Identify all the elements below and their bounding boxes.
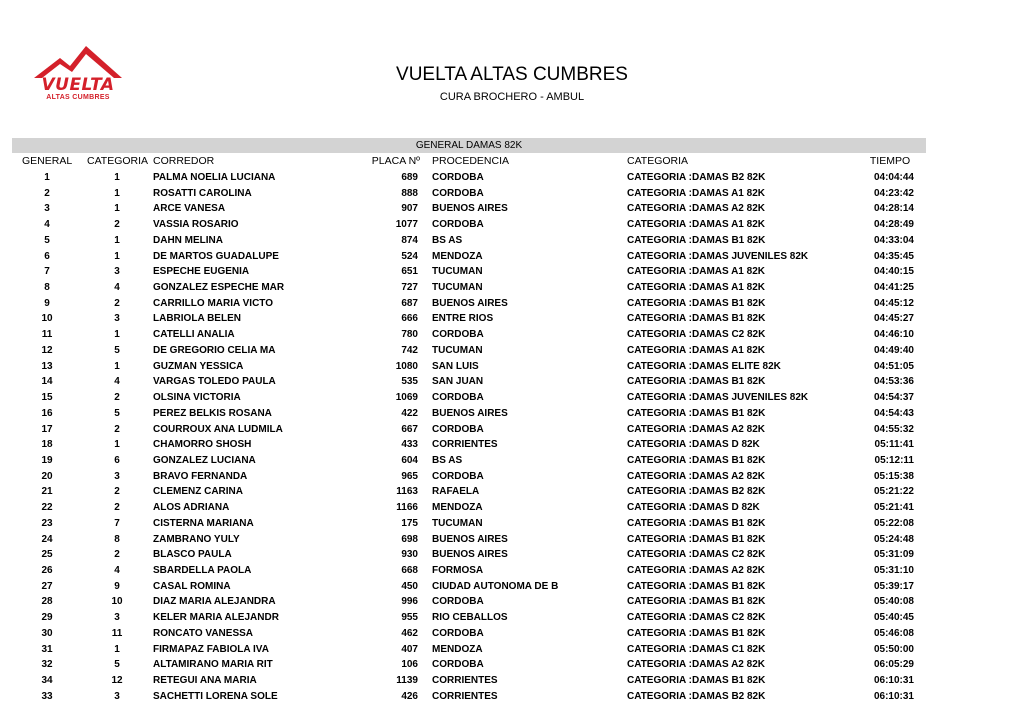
cell-procedencia: BUENOS AIRES [432, 297, 508, 309]
table-row [0, 516, 1024, 532]
cell-placa: 698 [401, 533, 418, 545]
cell-tiempo: 04:33:04 [873, 234, 914, 246]
cell-placa: 874 [401, 234, 418, 246]
cell-placa: 1163 [396, 486, 418, 498]
cell-categoria: 2 [114, 423, 120, 435]
table-row [0, 532, 1024, 548]
cell-tiempo: 05:15:38 [873, 470, 914, 482]
cell-placa: 426 [401, 690, 418, 702]
cell-tiempo: 05:46:08 [873, 627, 914, 639]
cell-placa: 742 [401, 344, 418, 356]
cell-placa: 955 [401, 612, 418, 624]
cell-procedencia: CORDOBA [432, 470, 484, 482]
cell-tiempo: 05:22:08 [873, 517, 914, 529]
cell-placa: 666 [401, 313, 418, 325]
cell-procedencia: SAN LUIS [432, 360, 479, 372]
table-row [0, 390, 1024, 406]
cell-corredor: ROSATTI CAROLINA [153, 187, 252, 199]
cell-categoria: 11 [111, 627, 123, 639]
cell-corredor: COURROUX ANA LUDMILA [153, 423, 283, 435]
table-row [0, 422, 1024, 438]
table-row [0, 186, 1024, 202]
cell-corredor: VARGAS TOLEDO PAULA [153, 376, 276, 388]
cell-corredor: RONCATO VANESSA [153, 627, 254, 639]
cell-procedencia: TUCUMAN [432, 517, 483, 529]
cell-placa: 604 [401, 454, 418, 466]
cell-categoria-name: CATEGORIA :DAMAS A2 82K [627, 470, 765, 482]
cell-corredor: ESPECHE EUGENIA [153, 266, 250, 278]
cell-categoria: 3 [114, 612, 120, 624]
cell-tiempo: 06:10:31 [873, 690, 914, 702]
cell-tiempo: 04:35:45 [873, 250, 914, 262]
cell-corredor: ZAMBRANO YULY [153, 533, 240, 545]
cell-categoria: 5 [114, 344, 120, 356]
cell-procedencia: BUENOS AIRES [432, 533, 508, 545]
table-row [0, 563, 1024, 579]
cell-procedencia: CORRIENTES [432, 690, 498, 702]
cell-corredor: DE GREGORIO CELIA MA [153, 344, 276, 356]
col-categoria-name-header: CATEGORIA [627, 155, 689, 167]
cell-general: 25 [41, 549, 53, 561]
cell-general: 16 [41, 407, 53, 419]
cell-general: 9 [44, 297, 50, 309]
cell-corredor: GONZALEZ ESPECHE MAR [153, 282, 285, 294]
col-tiempo-header: TIEMPO [869, 155, 911, 167]
table-row [0, 500, 1024, 516]
cell-categoria: 2 [114, 486, 120, 498]
cell-placa: 689 [401, 172, 418, 183]
cell-procedencia: CORDOBA [432, 172, 484, 183]
cell-categoria-name: CATEGORIA :DAMAS B1 82K [627, 517, 766, 529]
cell-procedencia: SAN JUAN [432, 376, 484, 388]
cell-categoria-name: CATEGORIA :DAMAS B1 82K [627, 675, 766, 686]
cell-procedencia: MENDOZA [432, 643, 483, 655]
cell-categoria-name: CATEGORIA :DAMAS A2 82K [627, 203, 765, 215]
cell-corredor: GUZMAN YESSICA [153, 360, 244, 372]
cell-categoria-name: CATEGORIA :DAMAS B2 82K [627, 486, 766, 498]
table-row [0, 343, 1024, 359]
cell-general: 31 [41, 643, 53, 655]
cell-placa: 407 [401, 643, 418, 655]
cell-procedencia: CORDOBA [432, 392, 484, 404]
cell-corredor: ARCE VANESA [153, 203, 226, 215]
cell-general: 10 [41, 313, 53, 325]
cell-corredor: CLEMENZ CARINA [153, 486, 243, 498]
cell-placa: 668 [401, 564, 418, 576]
cell-procedencia: CORDOBA [432, 423, 484, 435]
cell-corredor: DAHN MELINA [153, 234, 223, 246]
cell-procedencia: TUCUMAN [432, 282, 483, 294]
cell-tiempo: 05:40:08 [873, 596, 914, 608]
cell-corredor: CATELLI ANALIA [153, 329, 235, 341]
cell-tiempo: 04:54:37 [873, 392, 914, 404]
cell-tiempo: 05:39:17 [873, 580, 914, 592]
cell-corredor: CARRILLO MARIA VICTO [153, 297, 273, 309]
cell-general: 20 [41, 470, 53, 482]
cell-tiempo: 05:21:41 [873, 502, 914, 514]
cell-tiempo: 05:31:09 [873, 549, 914, 561]
cell-categoria: 1 [114, 234, 120, 246]
table-row [0, 610, 1024, 626]
cell-placa: 667 [401, 423, 418, 435]
col-general-header: GENERAL [22, 155, 73, 167]
cell-general: 2 [44, 187, 50, 199]
cell-procedencia: CORDOBA [432, 627, 484, 639]
cell-categoria-name: CATEGORIA :DAMAS B1 82K [627, 580, 766, 592]
cell-procedencia: ENTRE RIOS [432, 313, 494, 325]
results-table-body [0, 170, 1024, 704]
cell-categoria: 3 [114, 266, 120, 278]
cell-categoria: 2 [114, 502, 120, 514]
cell-general: 28 [41, 596, 53, 608]
cell-procedencia: MENDOZA [432, 250, 483, 262]
cell-categoria-name: CATEGORIA :DAMAS B1 82K [627, 627, 766, 639]
cell-tiempo: 04:23:42 [873, 187, 914, 199]
cell-categoria-name: CATEGORIA :DAMAS D 82K [627, 502, 760, 514]
table-row [0, 201, 1024, 217]
cell-categoria: 2 [114, 297, 120, 309]
cell-tiempo: 04:46:10 [873, 329, 914, 341]
cell-categoria: 3 [114, 690, 120, 702]
cell-general: 24 [41, 533, 53, 545]
cell-corredor: LABRIOLA BELEN [153, 313, 241, 325]
cell-general: 11 [41, 329, 53, 341]
cell-placa: 996 [401, 596, 418, 608]
cell-categoria-name: CATEGORIA :DAMAS A1 82K [627, 344, 765, 356]
cell-general: 3 [44, 203, 50, 215]
cell-tiempo: 04:04:44 [873, 172, 914, 183]
table-row [0, 327, 1024, 343]
cell-categoria: 1 [114, 203, 120, 215]
cell-general: 8 [44, 282, 50, 294]
cell-categoria: 5 [114, 659, 120, 671]
cell-corredor: SBARDELLA PAOLA [153, 564, 252, 576]
cell-procedencia: BS AS [432, 234, 463, 246]
cell-categoria-name: CATEGORIA :DAMAS B1 82K [627, 234, 766, 246]
cell-placa: 907 [401, 203, 418, 215]
cell-tiempo: 05:50:00 [873, 643, 914, 655]
col-procedencia-header: PROCEDENCIA [432, 155, 510, 167]
cell-tiempo: 04:40:15 [873, 266, 914, 278]
cell-general: 26 [41, 564, 53, 576]
cell-procedencia: MENDOZA [432, 502, 483, 514]
cell-placa: 1069 [395, 392, 418, 404]
table-row [0, 311, 1024, 327]
cell-categoria: 10 [111, 596, 123, 608]
cell-corredor: BLASCO PAULA [153, 549, 232, 561]
cell-placa: 1077 [395, 219, 418, 231]
cell-categoria-name: CATEGORIA :DAMAS C1 82K [627, 643, 766, 655]
cell-corredor: CHAMORRO SHOSH [153, 439, 252, 451]
cell-tiempo: 06:10:31 [873, 675, 914, 686]
cell-categoria: 2 [114, 392, 120, 404]
cell-categoria: 1 [114, 643, 120, 655]
cell-categoria: 1 [114, 187, 120, 199]
cell-categoria-name: CATEGORIA :DAMAS C2 82K [627, 549, 766, 561]
cell-categoria: 5 [114, 407, 120, 419]
cell-tiempo: 05:21:22 [873, 486, 914, 498]
cell-tiempo: 04:45:27 [873, 313, 914, 325]
cell-corredor: ALOS ADRIANA [153, 502, 230, 514]
cell-general: 29 [41, 612, 53, 624]
cell-procedencia: BUENOS AIRES [432, 203, 508, 215]
cell-corredor: RETEGUI ANA MARIA [153, 675, 257, 686]
cell-placa: 1166 [396, 502, 418, 514]
cell-categoria-name: CATEGORIA :DAMAS B1 82K [627, 376, 766, 388]
cell-categoria-name: CATEGORIA :DAMAS A2 82K [627, 564, 765, 576]
cell-categoria: 1 [114, 172, 120, 183]
cell-categoria: 1 [114, 360, 120, 372]
cell-corredor: PEREZ BELKIS ROSANA [153, 407, 272, 419]
table-row [0, 453, 1024, 469]
cell-corredor: VASSIA ROSARIO [153, 219, 239, 231]
cell-tiempo: 06:05:29 [873, 659, 914, 671]
table-row [0, 280, 1024, 296]
table-row [0, 547, 1024, 563]
cell-tiempo: 05:11:41 [874, 439, 914, 451]
cell-categoria-name: CATEGORIA :DAMAS B1 82K [627, 533, 766, 545]
cell-categoria-name: CATEGORIA :DAMAS D 82K [627, 439, 760, 451]
cell-categoria: 4 [114, 564, 120, 576]
cell-categoria: 2 [114, 549, 120, 561]
cell-placa: 462 [401, 627, 418, 639]
cell-categoria: 12 [111, 675, 123, 686]
table-row [0, 374, 1024, 390]
cell-categoria-name: CATEGORIA :DAMAS C2 82K [627, 612, 766, 624]
cell-general: 33 [41, 690, 53, 702]
results-group-header: GENERAL DAMAS 82K [12, 138, 926, 153]
cell-procedencia: BUENOS AIRES [432, 549, 508, 561]
cell-procedencia: RIO CEBALLOS [432, 612, 508, 624]
cell-placa: 1080 [395, 360, 418, 372]
cell-categoria: 2 [114, 219, 120, 231]
cell-categoria: 4 [114, 376, 120, 388]
cell-tiempo: 04:28:14 [873, 203, 914, 215]
cell-corredor: GONZALEZ LUCIANA [153, 454, 256, 466]
cell-general: 18 [41, 439, 53, 451]
col-categoria-header: CATEGORIA [87, 155, 149, 167]
page-title: VUELTA ALTAS CUMBRES [396, 64, 628, 85]
cell-placa: 727 [401, 282, 418, 294]
cell-corredor: DE MARTOS GUADALUPE [153, 250, 279, 262]
cell-categoria: 1 [114, 439, 120, 451]
cell-tiempo: 04:55:32 [873, 423, 914, 435]
cell-categoria-name: CATEGORIA :DAMAS B1 82K [627, 454, 766, 466]
cell-categoria-name: CATEGORIA :DAMAS JUVENILES 82K [627, 250, 809, 262]
cell-placa: 175 [401, 517, 418, 529]
cell-corredor: BRAVO FERNANDA [153, 470, 248, 482]
table-row [0, 673, 1024, 689]
table-row [0, 217, 1024, 233]
cell-categoria-name: CATEGORIA :DAMAS B2 82K [627, 172, 766, 183]
table-row [0, 626, 1024, 642]
cell-tiempo: 05:24:48 [873, 533, 914, 545]
col-placa-header: PLACA Nº [371, 155, 420, 167]
cell-general: 30 [41, 627, 53, 639]
cell-categoria: 1 [114, 329, 120, 341]
cell-general: 4 [44, 219, 50, 231]
cell-general: 22 [41, 502, 53, 514]
cell-categoria-name: CATEGORIA :DAMAS B1 82K [627, 313, 766, 325]
cell-procedencia: CORDOBA [432, 329, 484, 341]
cell-categoria-name: CATEGORIA :DAMAS B1 82K [627, 407, 766, 419]
cell-categoria-name: CATEGORIA :DAMAS A1 82K [627, 266, 765, 278]
cell-corredor: ALTAMIRANO MARIA RIT [153, 659, 273, 671]
table-row [0, 233, 1024, 249]
cell-categoria: 3 [114, 470, 120, 482]
col-corredor-header: CORREDOR [153, 155, 215, 167]
cell-corredor: CASAL ROMINA [153, 580, 231, 592]
cell-categoria: 8 [114, 533, 120, 545]
table-header-row [0, 154, 1024, 168]
cell-categoria-name: CATEGORIA :DAMAS A1 82K [627, 187, 765, 199]
cell-categoria-name: CATEGORIA :DAMAS JUVENILES 82K [627, 392, 809, 404]
page-subtitle: CURA BROCHERO - AMBUL [439, 91, 585, 103]
table-row [0, 296, 1024, 312]
table-row [0, 642, 1024, 658]
cell-tiempo: 04:54:43 [873, 407, 914, 419]
cell-placa: 1139 [396, 675, 418, 686]
table-row [0, 579, 1024, 595]
cell-placa: 450 [401, 580, 418, 592]
cell-placa: 687 [401, 297, 418, 309]
cell-categoria-name: CATEGORIA :DAMAS A1 82K [627, 219, 765, 231]
cell-categoria-name: CATEGORIA :DAMAS C2 82K [627, 329, 766, 341]
cell-tiempo: 04:51:05 [873, 360, 914, 372]
cell-procedencia: BUENOS AIRES [432, 407, 508, 419]
cell-corredor: KELER MARIA ALEJANDR [153, 612, 279, 624]
cell-general: 1 [44, 172, 50, 183]
cell-categoria-name: CATEGORIA :DAMAS B1 82K [627, 596, 766, 608]
cell-categoria: 9 [114, 580, 120, 592]
cell-placa: 780 [401, 329, 418, 341]
cell-procedencia: CORDOBA [432, 659, 484, 671]
cell-tiempo: 05:31:10 [873, 564, 914, 576]
cell-placa: 930 [401, 549, 418, 561]
cell-procedencia: CORDOBA [432, 596, 484, 608]
table-row [0, 469, 1024, 485]
cell-general: 13 [41, 360, 53, 372]
cell-corredor: PALMA NOELIA LUCIANA [153, 172, 276, 183]
table-row [0, 437, 1024, 453]
table-row [0, 170, 1024, 186]
table-row [0, 484, 1024, 500]
cell-tiempo: 04:49:40 [873, 344, 914, 356]
table-row [0, 406, 1024, 422]
cell-general: 17 [41, 423, 53, 435]
cell-categoria-name: CATEGORIA :DAMAS A1 82K [627, 282, 765, 294]
cell-procedencia: FORMOSA [432, 564, 484, 576]
cell-procedencia: CIUDAD AUTONOMA DE B [432, 580, 559, 592]
cell-general: 23 [41, 517, 53, 529]
cell-procedencia: BS AS [432, 454, 463, 466]
cell-categoria-name: CATEGORIA :DAMAS B2 82K [627, 690, 766, 702]
cell-categoria: 7 [114, 517, 120, 529]
cell-tiempo: 04:28:49 [873, 219, 914, 231]
cell-general: 21 [41, 486, 53, 498]
cell-corredor: DIAZ MARIA ALEJANDRA [153, 596, 276, 608]
cell-general: 27 [41, 580, 53, 592]
cell-placa: 651 [401, 266, 418, 278]
cell-general: 14 [41, 376, 53, 388]
cell-general: 15 [41, 392, 53, 404]
table-row [0, 689, 1024, 705]
cell-corredor: SACHETTI LORENA SOLE [153, 690, 278, 702]
cell-placa: 888 [401, 187, 418, 199]
cell-procedencia: CORRIENTES [432, 675, 498, 686]
table-row [0, 359, 1024, 375]
cell-procedencia: TUCUMAN [432, 266, 483, 278]
cell-corredor: OLSINA VICTORIA [153, 392, 241, 404]
cell-procedencia: CORDOBA [432, 187, 484, 199]
cell-placa: 535 [401, 376, 418, 388]
cell-general: 19 [41, 454, 53, 466]
cell-general: 6 [44, 250, 50, 262]
cell-general: 32 [41, 659, 53, 671]
cell-tiempo: 04:53:36 [873, 376, 914, 388]
cell-tiempo: 05:12:11 [874, 454, 914, 466]
table-row [0, 249, 1024, 265]
cell-tiempo: 04:41:25 [873, 282, 914, 294]
cell-procedencia: CORRIENTES [432, 439, 498, 451]
logo-word: VUELTA [41, 75, 115, 95]
cell-categoria: 3 [114, 313, 120, 325]
cell-placa: 524 [401, 250, 418, 262]
cell-placa: 106 [401, 659, 418, 671]
cell-general: 34 [41, 675, 53, 686]
cell-corredor: CISTERNA MARIANA [153, 517, 254, 529]
table-row [0, 594, 1024, 610]
table-row [0, 657, 1024, 673]
cell-general: 7 [44, 266, 50, 278]
cell-categoria-name: CATEGORIA :DAMAS ELITE 82K [627, 360, 781, 372]
cell-categoria-name: CATEGORIA :DAMAS A2 82K [627, 659, 765, 671]
cell-categoria: 6 [114, 454, 120, 466]
cell-tiempo: 04:45:12 [873, 297, 914, 309]
cell-general: 12 [41, 344, 53, 356]
cell-procedencia: TUCUMAN [432, 344, 483, 356]
cell-placa: 433 [401, 439, 418, 451]
cell-general: 5 [44, 234, 50, 246]
logo-subtitle: ALTAS CUMBRES [46, 94, 110, 101]
cell-tiempo: 05:40:45 [873, 612, 914, 624]
cell-categoria-name: CATEGORIA :DAMAS A2 82K [627, 423, 765, 435]
cell-categoria: 4 [114, 282, 120, 294]
cell-corredor: FIRMAPAZ FABIOLA IVA [153, 643, 269, 655]
cell-procedencia: RAFAELA [432, 486, 480, 498]
cell-placa: 422 [401, 407, 418, 419]
cell-placa: 965 [401, 470, 418, 482]
cell-categoria: 1 [114, 250, 120, 262]
cell-categoria-name: CATEGORIA :DAMAS B1 82K [627, 297, 766, 309]
cell-procedencia: CORDOBA [432, 219, 484, 231]
table-row [0, 264, 1024, 280]
